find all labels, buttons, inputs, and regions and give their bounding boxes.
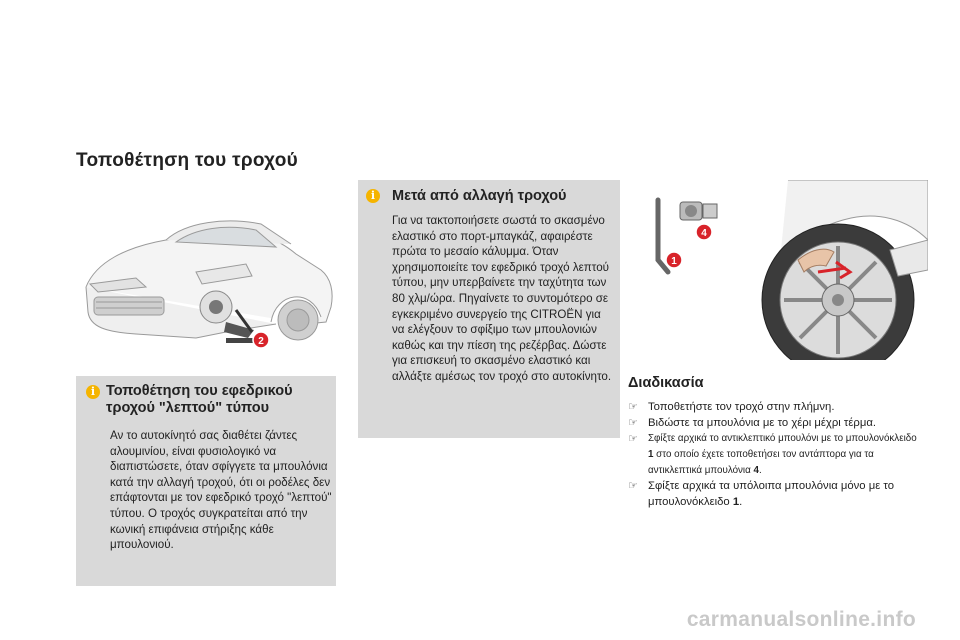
spare-panel-body: Αν το αυτοκίνητό σας διαθέτει ζάντες αλουμινίου, είναι φυσιολογικό να διαπιστώσετε, όταν σφίγγετε τα μπουλόνια κατά την αλλαγή τροχού, ότι οι ροδέλες δεν επάφτονται με τον εφεδρικό τροχό "λεπτού" τύπου. Ο τροχός συγκρατείται από την κωνική επιφάνεια στήριξης κάθε μπουλονιού. — [110, 429, 332, 552]
callout-badge-1 — [666, 252, 682, 268]
procedure-step: ☞ Βιδώστε τα μπουλόνια με το χέρι μέχρι τέρμα. — [628, 416, 918, 432]
pointing-hand-icon: ☞ — [628, 401, 638, 413]
procedure-title: Διαδικασία — [628, 375, 704, 391]
procedure-step: ☞ Σφίξτε αρχικά το αντικλεπτικό μπουλόνι με το μπουλονόκλειδο 1 στο οποίο έχετε τοποθετήσει τον αντάπτορα για τα αντικλεπτικά μπουλόνια 4. — [628, 433, 917, 476]
wheel-wrench-illustration — [628, 180, 928, 360]
info-icon: i — [366, 189, 380, 203]
spare-panel-title: Τοποθέτηση του εφεδρικού τροχού "λεπτού" τύπου — [106, 383, 293, 416]
after-panel-body: Για να τακτοποιήσετε σωστά το σκασμένο ελαστικό στο πορτ-μπαγκάζ, αφαιρέστε πρώτα το μεσαίο κάλυμμα. Όταν χρησιμοποιείτε τον εφεδρικό τροχό λεπτού τύπου, μην υπερβαίνετε την ταχύτητα των 80 χλμ/ώρα. Πηγαίνετε το συντομότερο σε εγκεκριμένο συνεργείο της CITROËN για να ελέγξουν το σφίξιμο των μπουλονιών καθώς και την πίεση της ρεζέρβας. Δώστε για επισκευή το σκασμένο ελαστικό και αλλάξτε αμέσως τον τροχό στο αυτοκίνητο. — [392, 214, 612, 383]
procedure-step: ☞ Τοποθετήστε τον τροχό στην πλήμνη. — [628, 400, 918, 416]
info-icon: i — [86, 385, 100, 399]
page-title: Τοποθέτηση του τροχού — [76, 150, 298, 171]
after-wheel-change-panel — [358, 180, 620, 438]
callout-badge-4 — [696, 224, 712, 240]
pointing-hand-icon: ☞ — [628, 480, 638, 492]
car-jack-illustration — [76, 192, 338, 370]
svg-text:2: 2 — [258, 336, 264, 347]
procedure-list — [628, 400, 918, 510]
after-panel-title: Μετά από αλλαγή τροχού — [392, 188, 567, 204]
spare-wheel-info-panel — [76, 376, 336, 586]
watermark: carmanualsonline.info — [686, 608, 916, 631]
pointing-hand-icon: ☞ — [628, 433, 638, 445]
procedure-step: ☞ Σφίξτε αρχικά τα υπόλοιπα μπουλόνια μόνο με το μπουλονόκλειδο 1. — [628, 480, 894, 508]
svg-text:1: 1 — [671, 256, 677, 267]
callout-badge-2 — [253, 332, 269, 348]
svg-text:4: 4 — [701, 228, 707, 239]
pointing-hand-icon: ☞ — [628, 416, 638, 429]
